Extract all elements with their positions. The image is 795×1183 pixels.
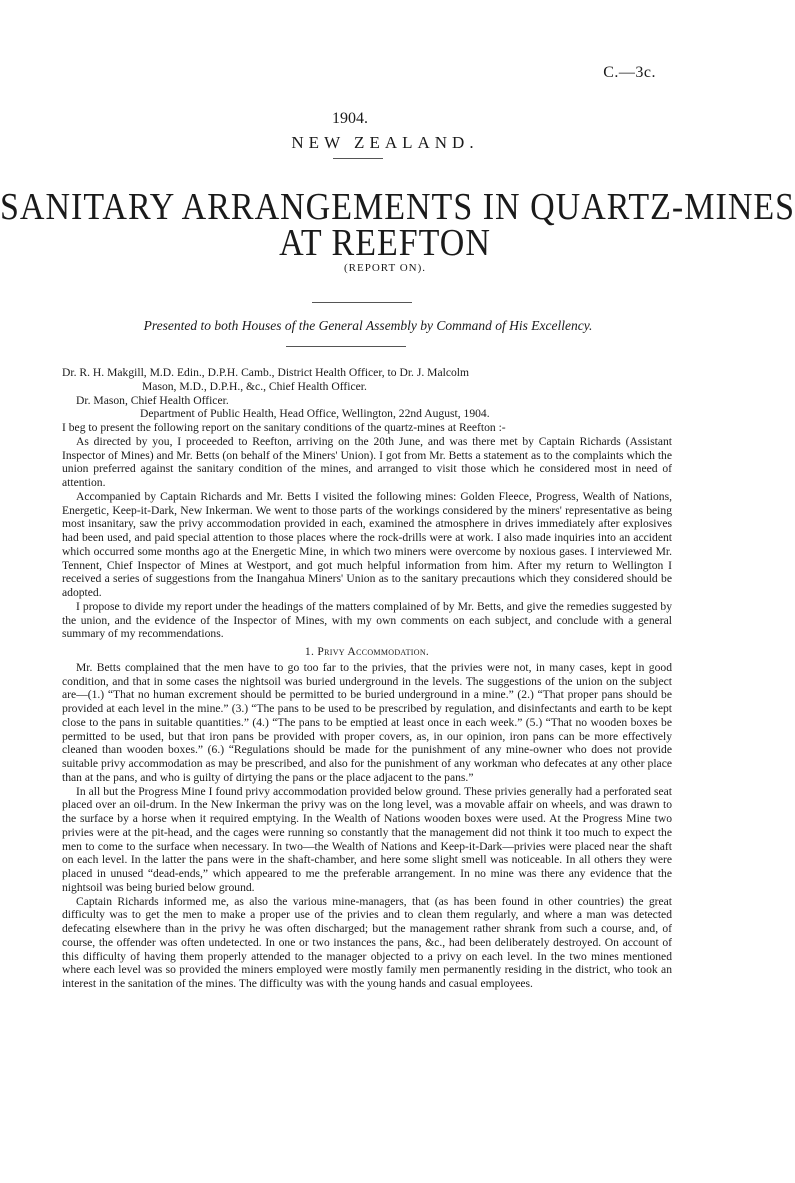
paragraph: As directed by you, I proceeded to Reefton, arriving on the 20th June, and was there met by Captain Richards (Assistant Inspector of Mines) and Mr. Betts (on behalf of the Miners' Union). I got from Mr. Betts a statement as to the complaints which the union preferred against the sanitary condition of the mines, and arranged to visit those which he considered most in need of attention. <box>62 434 672 489</box>
letter-from-line1: Dr. R. H. Makgill, M.D. Edin., D.P.H. Camb., District Health Officer, to Dr. J. Malcolm <box>62 366 469 379</box>
document-title-line2: AT REEFTON <box>279 222 491 265</box>
paragraph: In all but the Progress Mine I found privy accommodation provided below ground. These privies generally had a perforated seat placed over an oil-drum. In the New Inkerman the privy was on the long level, was a movable affair on wheels, and was drawn to the surface by a horse when it required emptying. In the Wealth of Nations wooden boxes were used. At the Progress Mine two privies were at the pit-head, and the cages were running so constantly that the management did not think it too much to expect the men to come to the surface when necessary. In two—the Wealth of Nations and Keep-it-Dark—privies were placed near the shaft on each level. In the latter the pans were in the shaft-chamber, and here some slight smell was noticeable. In all others they were placed in unused “dead-ends,” which appeared to me the preferable arrangement. In no mine was there any evidence that the nightsoil was being buried below ground. <box>62 784 672 894</box>
paragraph: Captain Richards informed me, as also the various mine-managers, that (as has been found in other countries) the great difficulty was to get the men to make a proper use of the privies and to clean them regularly, and where a man was detected defecating elsewhere than in the privy he was often discharged; but the management rather shrank from such a course, and, of course, the offender was often undetected. In one or two instances the pans, &c., had been deliberately destroyed. On account of this difficulty of having them properly attended to the manager objected to a privy on each level. In the two mines mentioned where each level was so provided the miners employed were mostly family men permanently residing in the district, who took an interest in the sanitation of the mines. The difficulty was with the young hands and casual employees. <box>62 894 672 990</box>
publication-year: 1904. <box>332 110 368 127</box>
divider <box>333 158 383 159</box>
paragraph: I propose to divide my report under the headings of the matters complained of by Mr. Betts, and give the remedies suggested by the union, and the evidence of the Inspector of Mines, with my own comments on each subject, and conclude with a general summary of my recommendations. <box>62 599 672 641</box>
document-code: C.—3c. <box>603 64 656 81</box>
letter-body <box>62 366 672 991</box>
presented-statement: Presented to both Houses of the General Assembly by Command of His Excellency. <box>143 318 593 333</box>
document-title-line1: SANITARY ARRANGEMENTS IN QUARTZ-MINES <box>0 186 795 229</box>
document-subtitle: (REPORT ON). <box>343 262 427 274</box>
letter-from <box>62 366 672 394</box>
country-heading: NEW ZEALAND. <box>291 133 479 152</box>
paragraph: Accompanied by Captain Richards and Mr. Betts I visited the following mines: Golden Fleece, Progress, Wealth of Nations, Energetic, Keep-it-Dark, New Inkerman. We went to those parts of the workings considered by the miners' representative as being most insanitary, saw the privy accommodation provided in each, examined the atmosphere in drives immediately after explosives had been used, and paid special attention to those places where the rock-drills were at work. I also made inquiries into an accident which occurred some months ago at the Energetic Mine, in which two miners were overcome by noxious gases. I interviewed Mr. Tennent, Chief Inspector of Mines at Westport, and got much helpful information from him. After my return to Wellington I received a series of suggestions from the Inangahua Miners' Union as to the sanitary precautions which they considered should be adopted. <box>62 489 672 599</box>
paragraph: Mr. Betts complained that the men have to go too far to the privies, that the privies were not, in many cases, kept in good condition, and that in some cases the nightsoil was buried underground in the levels. The suggestions of the union on the subject are—(1.) “That no human excrement should be permitted to be buried underground in a mine.” (2.) “That proper pans should be provided at each level in the mine.” (3.) “The pans to be used to be prescribed by regulation, and disinfectants and earth to be kept close to the pans in suitable quantities.” (4.) “The pans to be emptied at least once in each week.” (5.) “That no wooden boxes be permitted to be used, but that iron pans be provided with proper covers, as, in our opinion, iron pans can be more effectively cleaned than wooden boxes.” (6.) “Regulations should be made for the punishment of any mine-owner who does not provide suitable privy accommodation as may be prescribed, and also for the punishment of any workman who defecates at any other place than at the pans, and who is guilty of dirtying the pans or the place adjacent to the pans.” <box>62 660 672 784</box>
divider <box>286 346 406 347</box>
letter-to: Dr. Mason, Chief Health Officer. <box>76 393 229 407</box>
divider <box>312 302 412 303</box>
letter-date: Department of Public Health, Head Office, Wellington, 22nd August, 1904. <box>140 407 490 421</box>
paragraph: I beg to present the following report on the sanitary conditions of the quartz-mines at Reefton :- <box>62 421 506 434</box>
section-heading: 1. Privy Accommodation. <box>304 645 430 658</box>
letter-from-line2: Mason, M.D., D.P.H., &c., Chief Health Officer. <box>142 379 367 393</box>
